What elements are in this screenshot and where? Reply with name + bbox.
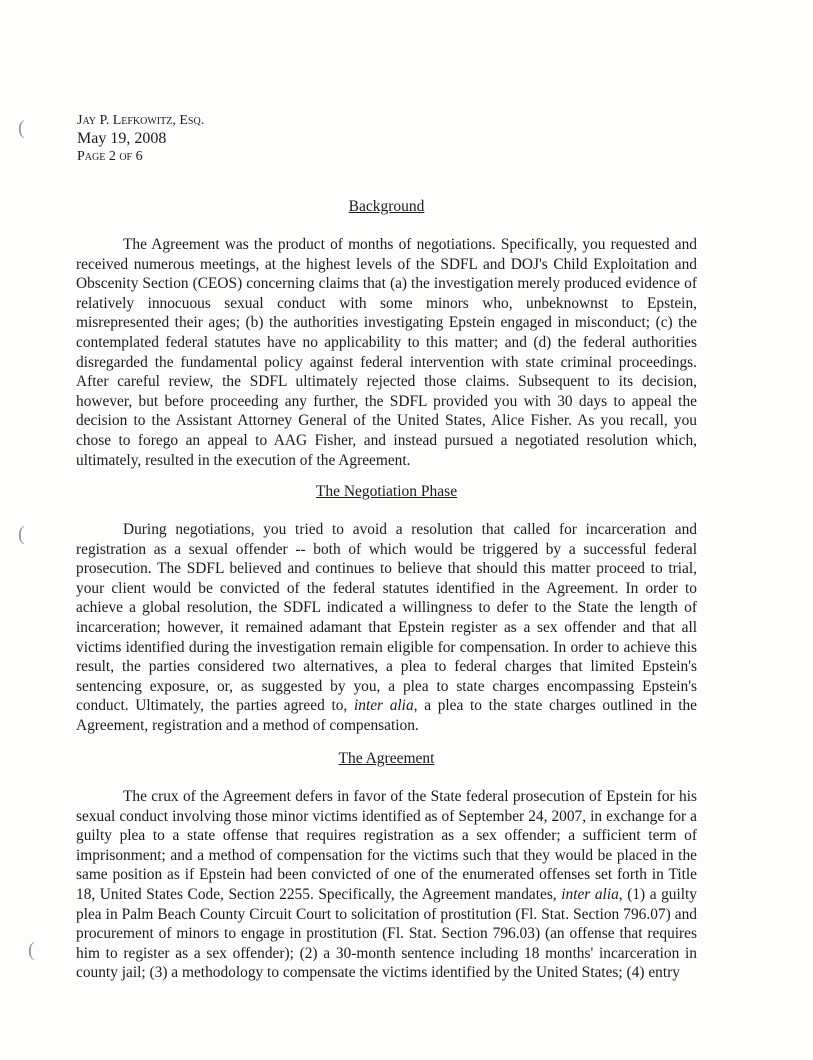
agreement-text-part-2: , (1) a guilty plea in Palm Beach County Circuit Court to solicitation of prostitution (Fl. Stat. Section 796.07) and procurement of minors to engage in prostitution (Fl. Stat. Section 796.03) (an offense that requires him to register as a sex offender); (2) a 30-month sentence including 18 months' incarceration in county jail; (3) a methodology to compensate the victims identified by the United States; (4) entry [76, 885, 698, 982]
section-heading-agreement: The Agreement [338, 750, 435, 767]
negotiation-text-part-1: During negotiations, you tried to avoid a resolution that called for incarceration and registration as a sexual offender -- both of which would be triggered by a successful federal prosecution. The SDFL believed and continues to believe that should this matter proceed to trial, your client would be convicted of the federal statutes identified in the Agreement. In order to achieve a global resolution, the SDFL indicated a willingness to defer to the State the length of incarceration; however, it remained adamant that Epstein register as a sex offender and that all victims identified during the investigation remain eligible for compensation. In order to achieve this result, the parties considered two alternatives, a plea to federal charges that limited Epstein's sentencing exposure, or, as suggested by you, a plea to state charges encompassing Epstein's conduct. Ultimately, the parties agreed to, [76, 521, 697, 715]
addressee-name: Jay P. Lefkowitz, Esq. [77, 113, 205, 128]
section-heading-background: Background [348, 198, 425, 215]
agreement-paragraph [76, 787, 697, 983]
letter-date: May 19, 2008 [77, 130, 167, 147]
scan-margin-mark: ( [18, 523, 25, 545]
negotiation-text-part-2: a plea to the state charges outlined in the Agreement, registration and a method of compensation. [76, 697, 697, 734]
negotiation-paragraph [76, 520, 697, 736]
negotiation-italic-term: inter alia, [353, 697, 418, 715]
page-number: Page 2 of 6 [77, 149, 143, 164]
agreement-text-part-1: The crux of the Agreement defers in favor of the State federal prosecution of Epstein for his sexual conduct involving those minor victims identified as of September 24, 2007, in exchange for a guilty plea to a state offense that requires registration as a sex offender; a sufficient term of imprisonment; and a method of compensation for the victims such that they would be placed in the same position as if Epstein had been convicted of one of the enumerated offenses set forth in Title 18, United States Code, Section 2255. Specifically, the Agreement mandates, [76, 788, 697, 903]
section-heading-negotiation: The Negotiation Phase [315, 483, 458, 500]
agreement-italic-term: inter alia [561, 885, 619, 903]
background-paragraph: The Agreement was the product of months of negotiations. Specifically, you requested and received numerous meetings, at the highest levels of the SDFL and DOJ's Child Exploitation and Obscenity Section (CEOS) concerning claims that (a) the investigation merely produced evidence of relatively innocuous sexual conduct with some minors who, unbeknownst to Epstein, misrepresented their ages; (b) the authorities investigating Epstein engaged in misconduct; (c) the contemplated federal statutes have no applicability to this matter; and (d) the federal authorities disregarded the fundamental policy against federal intervention with state criminal proceedings. After careful review, the SDFL ultimately rejected those claims. Subsequent to its decision, however, but before proceeding any further, the SDFL provided you with 30 days to appeal the decision to the Assistant Attorney General of the United States, Alice Fisher. As you recall, you chose to forego an appeal to AAG Fisher, and instead pursued a negotiated resolution which, ultimately, resulted in the execution of the Agreement. [76, 236, 697, 469]
letter-header [77, 112, 204, 166]
scan-margin-mark: ( [18, 117, 25, 139]
scan-margin-mark: ( [28, 939, 35, 961]
